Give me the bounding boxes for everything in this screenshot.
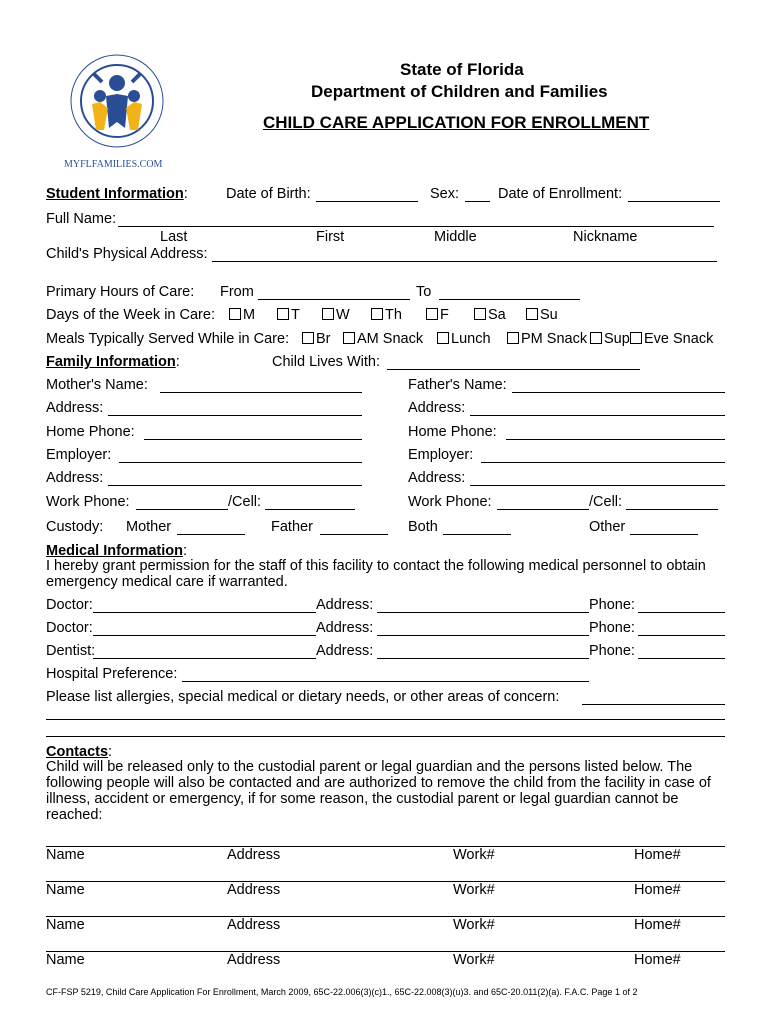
checkbox-icon[interactable] bbox=[302, 332, 314, 344]
contacts-heading: Contacts: bbox=[46, 744, 113, 760]
doctor1-address-field[interactable] bbox=[377, 612, 589, 613]
contact-row-1-line[interactable] bbox=[46, 846, 725, 847]
student-info-heading: Student Information: bbox=[46, 186, 188, 202]
doctor1-phone-label: Phone: bbox=[589, 597, 635, 613]
meal-checkbox-lunch[interactable]: Lunch bbox=[437, 332, 491, 347]
custody-other-label: Other bbox=[589, 519, 626, 535]
custody-both-label: Both bbox=[408, 519, 438, 535]
doctor1-field[interactable] bbox=[93, 612, 316, 613]
full-name-label: Full Name: bbox=[46, 211, 117, 227]
dentist-label: Dentist: bbox=[46, 643, 96, 659]
days-label: Days of the Week in Care: bbox=[46, 307, 215, 323]
checkbox-icon[interactable] bbox=[437, 332, 449, 344]
contact-row-4-home-label: Home# bbox=[634, 952, 681, 968]
hours-to-label: To bbox=[416, 284, 432, 300]
day-checkbox-th[interactable]: Th bbox=[371, 308, 402, 323]
checkbox-icon[interactable] bbox=[426, 308, 438, 320]
father-work-phone-field[interactable] bbox=[497, 509, 589, 510]
contact-row-1-address-label: Address bbox=[227, 847, 281, 863]
checkbox-icon[interactable] bbox=[322, 308, 334, 320]
father-employer-label: Employer: bbox=[408, 447, 474, 463]
custody-father-label: Father bbox=[271, 519, 313, 535]
enrollment-date-label: Date of Enrollment: bbox=[498, 186, 623, 202]
contact-row-2-work-label: Work# bbox=[453, 882, 495, 898]
day-checkbox-sa[interactable]: Sa bbox=[474, 308, 506, 323]
day-checkbox-su[interactable]: Su bbox=[526, 308, 558, 323]
custody-both-field[interactable] bbox=[443, 534, 511, 535]
mother-name-label: Mother's Name: bbox=[46, 377, 148, 393]
doctor2-label: Doctor: bbox=[46, 620, 93, 636]
sex-label: Sex: bbox=[430, 186, 460, 202]
contact-row-2-line[interactable] bbox=[46, 881, 725, 882]
meal-checkbox-sup[interactable]: Sup bbox=[590, 332, 630, 347]
day-checkbox-w[interactable]: W bbox=[322, 308, 350, 323]
contact-row-2-name-label: Name bbox=[46, 882, 85, 898]
doctor2-field[interactable] bbox=[93, 635, 316, 636]
lives-with-field[interactable] bbox=[387, 369, 640, 370]
dentist-phone-label: Phone: bbox=[589, 643, 635, 659]
contact-row-4-address-label: Address bbox=[227, 952, 281, 968]
medical-permission-text: I hereby grant permission for the staff of this facility to contact the following medical personnel to obtain emergency medical care if warranted. bbox=[46, 558, 706, 590]
sex-field[interactable] bbox=[465, 201, 490, 202]
doctor1-address-label: Address: bbox=[316, 597, 374, 613]
father-cell-field[interactable] bbox=[626, 509, 718, 510]
state-title: State of Florida bbox=[400, 60, 524, 79]
mother-work-phone-field[interactable] bbox=[136, 509, 228, 510]
mother-name-field[interactable] bbox=[160, 392, 362, 393]
footer-form-reference: CF-FSP 5219, Child Care Application For Enrollment, March 2009, 65C-22.006(3)(c)1., 65C-22.008(3)(u)3. and 65C-20.011(2)(a). F.A.C. Page 1 of 2 bbox=[46, 987, 638, 997]
contact-row-1-name-label: Name bbox=[46, 847, 85, 863]
checkbox-icon[interactable] bbox=[277, 308, 289, 320]
father-home-phone-label: Home Phone: bbox=[408, 424, 497, 440]
doctor2-phone-field[interactable] bbox=[638, 635, 725, 636]
dcf-logo bbox=[62, 46, 172, 176]
contact-row-4-line[interactable] bbox=[46, 951, 725, 952]
doctor1-phone-field[interactable] bbox=[638, 612, 725, 613]
meal-checkbox-pm-snack[interactable]: PM Snack bbox=[507, 332, 587, 347]
dentist-address-field[interactable] bbox=[377, 658, 589, 659]
contact-row-3-address-label: Address bbox=[227, 917, 281, 933]
hospital-field[interactable] bbox=[182, 681, 589, 682]
mother-employer-field[interactable] bbox=[119, 462, 362, 463]
custody-mother-label: Mother bbox=[126, 519, 172, 535]
physical-address-field[interactable] bbox=[212, 261, 717, 262]
mother-employer-address-label: Address: bbox=[46, 470, 104, 486]
mother-address-label: Address: bbox=[46, 400, 104, 416]
mother-home-phone-field[interactable] bbox=[144, 439, 362, 440]
mother-address-field[interactable] bbox=[108, 415, 362, 416]
allergies-label: Please list allergies, special medical or dietary needs, or other areas of concern: bbox=[46, 689, 560, 705]
contact-row-1-home-label: Home# bbox=[634, 847, 681, 863]
mother-cell-label: /Cell: bbox=[228, 494, 262, 510]
hours-from-label: From bbox=[220, 284, 254, 300]
meal-checkbox-eve-snack[interactable]: Eve Snack bbox=[630, 332, 713, 347]
checkbox-icon[interactable] bbox=[371, 308, 383, 320]
contacts-release-text: Child will be released only to the custodial parent or legal guardian and the persons listed below. The following people will also be contacted and are authorized to remove the child from the facility in case of illness, accident or emergency, if for some reason, the custodial parent or legal guardian cannot be reached: bbox=[46, 759, 711, 823]
father-cell-label: /Cell: bbox=[589, 494, 623, 510]
father-address-field[interactable] bbox=[470, 415, 725, 416]
physical-address-label: Child's Physical Address: bbox=[46, 246, 208, 262]
allergies-field-1[interactable] bbox=[582, 704, 725, 705]
hours-from-field[interactable] bbox=[258, 299, 410, 300]
contact-row-2-address-label: Address bbox=[227, 882, 281, 898]
checkbox-icon[interactable] bbox=[590, 332, 602, 344]
father-work-phone-label: Work Phone: bbox=[408, 494, 492, 510]
full-name-field[interactable] bbox=[118, 226, 714, 227]
family-info-heading: Family Information: bbox=[46, 354, 180, 370]
contact-row-2-home-label: Home# bbox=[634, 882, 681, 898]
checkbox-icon[interactable] bbox=[474, 308, 486, 320]
father-name-field[interactable] bbox=[512, 392, 725, 393]
dcf-logo-graphic bbox=[62, 46, 172, 176]
name-part-last: Last bbox=[160, 229, 188, 245]
dentist-address-label: Address: bbox=[316, 643, 374, 659]
father-address-label: Address: bbox=[408, 400, 466, 416]
mother-home-phone-label: Home Phone: bbox=[46, 424, 135, 440]
doctor2-phone-label: Phone: bbox=[589, 620, 635, 636]
day-checkbox-m[interactable]: M bbox=[229, 308, 255, 323]
hospital-label: Hospital Preference: bbox=[46, 666, 178, 682]
form-title: CHILD CARE APPLICATION FOR ENROLLMENT bbox=[263, 113, 650, 132]
contact-row-1-work-label: Work# bbox=[453, 847, 495, 863]
lives-with-label: Child Lives With: bbox=[272, 354, 380, 370]
custody-other-field[interactable] bbox=[630, 534, 698, 535]
meal-checkbox-am-snack[interactable]: AM Snack bbox=[343, 332, 423, 347]
contact-row-3-line[interactable] bbox=[46, 916, 725, 917]
father-employer-address-field[interactable] bbox=[470, 485, 725, 486]
mother-employer-address-field[interactable] bbox=[108, 485, 362, 486]
father-home-phone-field[interactable] bbox=[506, 439, 725, 440]
father-employer-address-label: Address: bbox=[408, 470, 466, 486]
dentist-field[interactable] bbox=[93, 658, 316, 659]
allergies-field-2[interactable] bbox=[46, 719, 725, 720]
medical-info-heading: Medical Information: bbox=[46, 543, 187, 559]
meals-label: Meals Typically Served While in Care: bbox=[46, 331, 290, 347]
dob-field[interactable] bbox=[316, 201, 418, 202]
name-part-middle: Middle bbox=[434, 229, 477, 245]
primary-hours-label: Primary Hours of Care: bbox=[46, 284, 195, 300]
custody-mother-field[interactable] bbox=[177, 534, 245, 535]
name-part-nickname: Nickname bbox=[573, 229, 638, 245]
logo-url: MYFLFAMILIES.COM bbox=[64, 159, 163, 170]
checkbox-icon[interactable] bbox=[630, 332, 642, 344]
contact-row-3-work-label: Work# bbox=[453, 917, 495, 933]
contact-row-4-work-label: Work# bbox=[453, 952, 495, 968]
enrollment-date-field[interactable] bbox=[628, 201, 720, 202]
dob-label: Date of Birth: bbox=[226, 186, 311, 202]
allergies-field-3[interactable] bbox=[46, 736, 725, 737]
contact-row-3-name-label: Name bbox=[46, 917, 85, 933]
father-name-label: Father's Name: bbox=[408, 377, 507, 393]
meal-checkbox-br[interactable]: Br bbox=[302, 332, 331, 347]
mother-cell-field[interactable] bbox=[265, 509, 355, 510]
checkbox-icon[interactable] bbox=[343, 332, 355, 344]
checkbox-icon[interactable] bbox=[507, 332, 519, 344]
custody-label: Custody: bbox=[46, 519, 104, 535]
checkbox-icon[interactable] bbox=[526, 308, 538, 320]
doctor2-address-field[interactable] bbox=[377, 635, 589, 636]
dentist-phone-field[interactable] bbox=[638, 658, 725, 659]
name-part-first: First bbox=[316, 229, 345, 245]
department-title: Department of Children and Families bbox=[311, 82, 608, 101]
mother-work-phone-label: Work Phone: bbox=[46, 494, 130, 510]
doctor1-label: Doctor: bbox=[46, 597, 93, 613]
hours-to-field[interactable] bbox=[439, 299, 580, 300]
day-checkbox-f[interactable]: F bbox=[426, 308, 449, 323]
checkbox-icon[interactable] bbox=[229, 308, 241, 320]
mother-employer-label: Employer: bbox=[46, 447, 112, 463]
contact-row-4-name-label: Name bbox=[46, 952, 85, 968]
doctor2-address-label: Address: bbox=[316, 620, 374, 636]
day-checkbox-t[interactable]: T bbox=[277, 308, 300, 323]
contact-row-3-home-label: Home# bbox=[634, 917, 681, 933]
father-employer-field[interactable] bbox=[481, 462, 725, 463]
custody-father-field[interactable] bbox=[320, 534, 388, 535]
